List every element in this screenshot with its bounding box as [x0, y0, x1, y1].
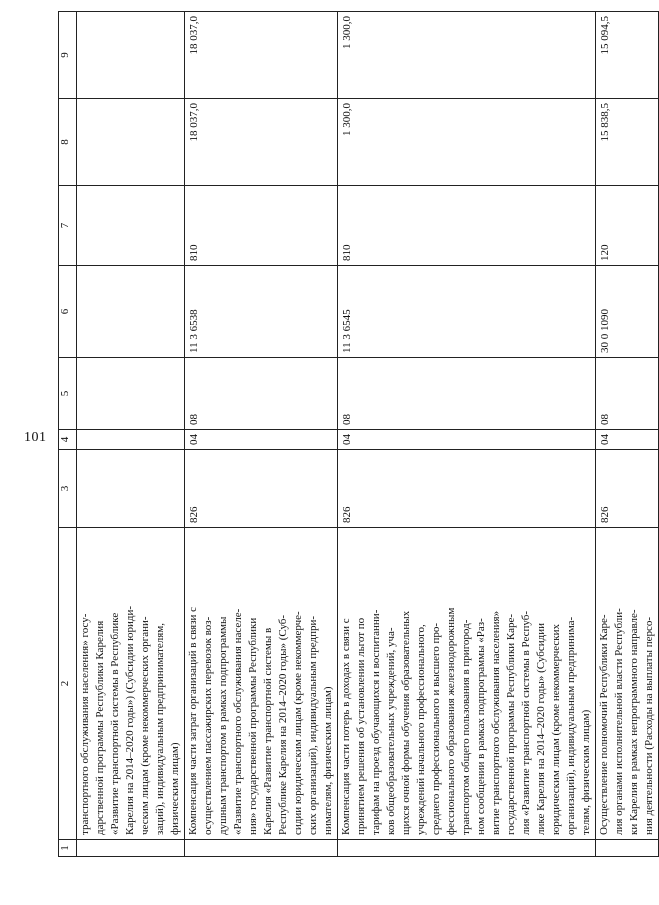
header-cell: 6 — [59, 266, 77, 358]
expense-type-cell: 810 — [338, 186, 596, 266]
description-line: Компенсация части потерь в доходах в связи с — [340, 618, 352, 835]
row-index-cell — [596, 840, 659, 857]
header-cell: 5 — [59, 358, 77, 430]
row-index-cell — [338, 840, 596, 857]
description-line: среднего профессионального и высшего про- — [430, 622, 442, 835]
target-article-cell — [77, 266, 185, 358]
description-line: тарифам на проезд обучающихся и воспитанни- — [370, 609, 382, 835]
description-line: ки Карелия в рамках непрограммного направле- — [628, 609, 640, 835]
description-line: лия «Развитие транспортной системы в Респуб- — [520, 610, 532, 835]
description-line: заций), индивидуальным предпринимателям, — [154, 622, 166, 835]
description-line: щихся очной формы обучения образовательных — [400, 610, 412, 835]
description-line: ном сообщении в рамках подпрограммы «Раз- — [475, 618, 487, 835]
section-cell: 04 — [338, 430, 596, 450]
description-line: принятием решения об установлении льгот по — [355, 617, 367, 835]
section-cell: 04 — [596, 430, 659, 450]
description-line: транспортом общего пользования в пригород- — [460, 619, 472, 835]
description-line: Компенсация части затрат организаций в связи с — [187, 606, 199, 835]
description-line: ния деятельности (Расходы на выплаты персо- — [643, 616, 655, 835]
description-line: физическим лицам) — [169, 742, 181, 835]
target-article-cell: 30 0 1090 — [596, 266, 659, 358]
admin-code-cell — [77, 450, 185, 528]
description-line: юридическим лицам (кроме некоммерческих — [550, 623, 562, 835]
description-line: государственной программы Республики Каре- — [505, 613, 517, 835]
amount-cell: 18 037,0 — [185, 12, 338, 99]
target-article-cell: 11 3 6545 — [338, 266, 596, 358]
header-cell: 7 — [59, 186, 77, 266]
amount-cell: 15 094,5 — [596, 12, 659, 99]
description-line: организаций), индивидуальным предпринима- — [565, 616, 577, 835]
description-line: «Развитие транспортной системы в Республике — [109, 612, 121, 835]
header-cell: 3 — [59, 450, 77, 528]
header-row — [59, 12, 77, 857]
table-row — [338, 12, 596, 857]
row-description — [338, 528, 596, 840]
description-line: «Развитие транспортного обслуживания населе- — [232, 608, 244, 835]
section-cell — [77, 430, 185, 450]
table-row — [596, 12, 659, 857]
amount-cell: 15 838,5 — [596, 99, 659, 186]
description-line: ков общеобразовательных учреждений, уча- — [385, 627, 397, 835]
amount-cell: 18 037,0 — [185, 99, 338, 186]
description-line: лике Карелия на 2014–2020 годы» (Субсидии — [535, 623, 547, 835]
target-article-cell: 11 3 6538 — [185, 266, 338, 358]
amount-cell — [77, 99, 185, 186]
description-line: витие транспортного обслуживания населения» — [490, 610, 502, 835]
amount-cell — [77, 12, 185, 99]
header-cell: 4 — [59, 430, 77, 450]
description-line: Республике Карелия на 2014–2020 годы» (Суб- — [277, 614, 289, 835]
row-index-cell — [185, 840, 338, 857]
subsection-cell: 08 — [185, 358, 338, 430]
admin-code-cell: 826 — [185, 450, 338, 528]
description-line: лия органами исполнительной власти Республи- — [613, 608, 625, 835]
description-line: учреждений начального профессионального, — [415, 624, 427, 835]
header-cell: 1 — [59, 840, 77, 857]
description-line: ских организаций), индивидуальным предпри- — [307, 615, 319, 835]
description-line: транспортного обслуживания населения» госу- — [79, 613, 91, 835]
description-line: фессионального образования железнодорожным — [445, 607, 457, 835]
header-cell: 9 — [59, 12, 77, 99]
rotated-page — [58, 12, 655, 857]
description-line: осуществлением пассажирских перевозок воз- — [202, 616, 214, 835]
table-row — [77, 12, 185, 857]
row-index-cell — [77, 840, 185, 857]
header-cell: 8 — [59, 99, 77, 186]
subsection-cell: 08 — [596, 358, 659, 430]
row-description — [596, 528, 659, 840]
section-cell: 04 — [185, 430, 338, 450]
description-line: нимателям, физическим лицам) — [322, 686, 334, 835]
expense-type-cell — [77, 186, 185, 266]
description-line: ческим лицам (кроме некоммерческих органи- — [139, 616, 151, 835]
description-line: Карелия на 2014–2020 годы») (Субсидии юриди- — [124, 605, 136, 835]
description-line: телям, физическим лицам) — [580, 709, 592, 835]
description-line: сидии юридическим лицам (кроме некоммерче- — [292, 611, 304, 835]
expense-type-cell: 120 — [596, 186, 659, 266]
row-description — [185, 528, 338, 840]
description-line: душным транспортом в рамках подпрограммы — [217, 616, 229, 835]
amount-cell: 1 300,0 — [338, 99, 596, 186]
description-line: Осуществление полномочий Республики Каре- — [598, 614, 610, 835]
expense-type-cell: 810 — [185, 186, 338, 266]
description-line: Карелия «Развитие транспортной системы в — [262, 627, 274, 835]
row-description — [77, 528, 185, 840]
subsection-cell: 08 — [338, 358, 596, 430]
budget-table — [58, 11, 659, 857]
admin-code-cell: 826 — [596, 450, 659, 528]
page-number: 101 — [24, 430, 47, 445]
header-cell: 2 — [59, 528, 77, 840]
amount-cell: 1 300,0 — [338, 12, 596, 99]
description-line: ния» государственной программы Республики — [247, 617, 259, 835]
subsection-cell — [77, 358, 185, 430]
table-row — [185, 12, 338, 857]
admin-code-cell: 826 — [338, 450, 596, 528]
description-line: дарственной программы Республики Карелия — [94, 620, 106, 835]
